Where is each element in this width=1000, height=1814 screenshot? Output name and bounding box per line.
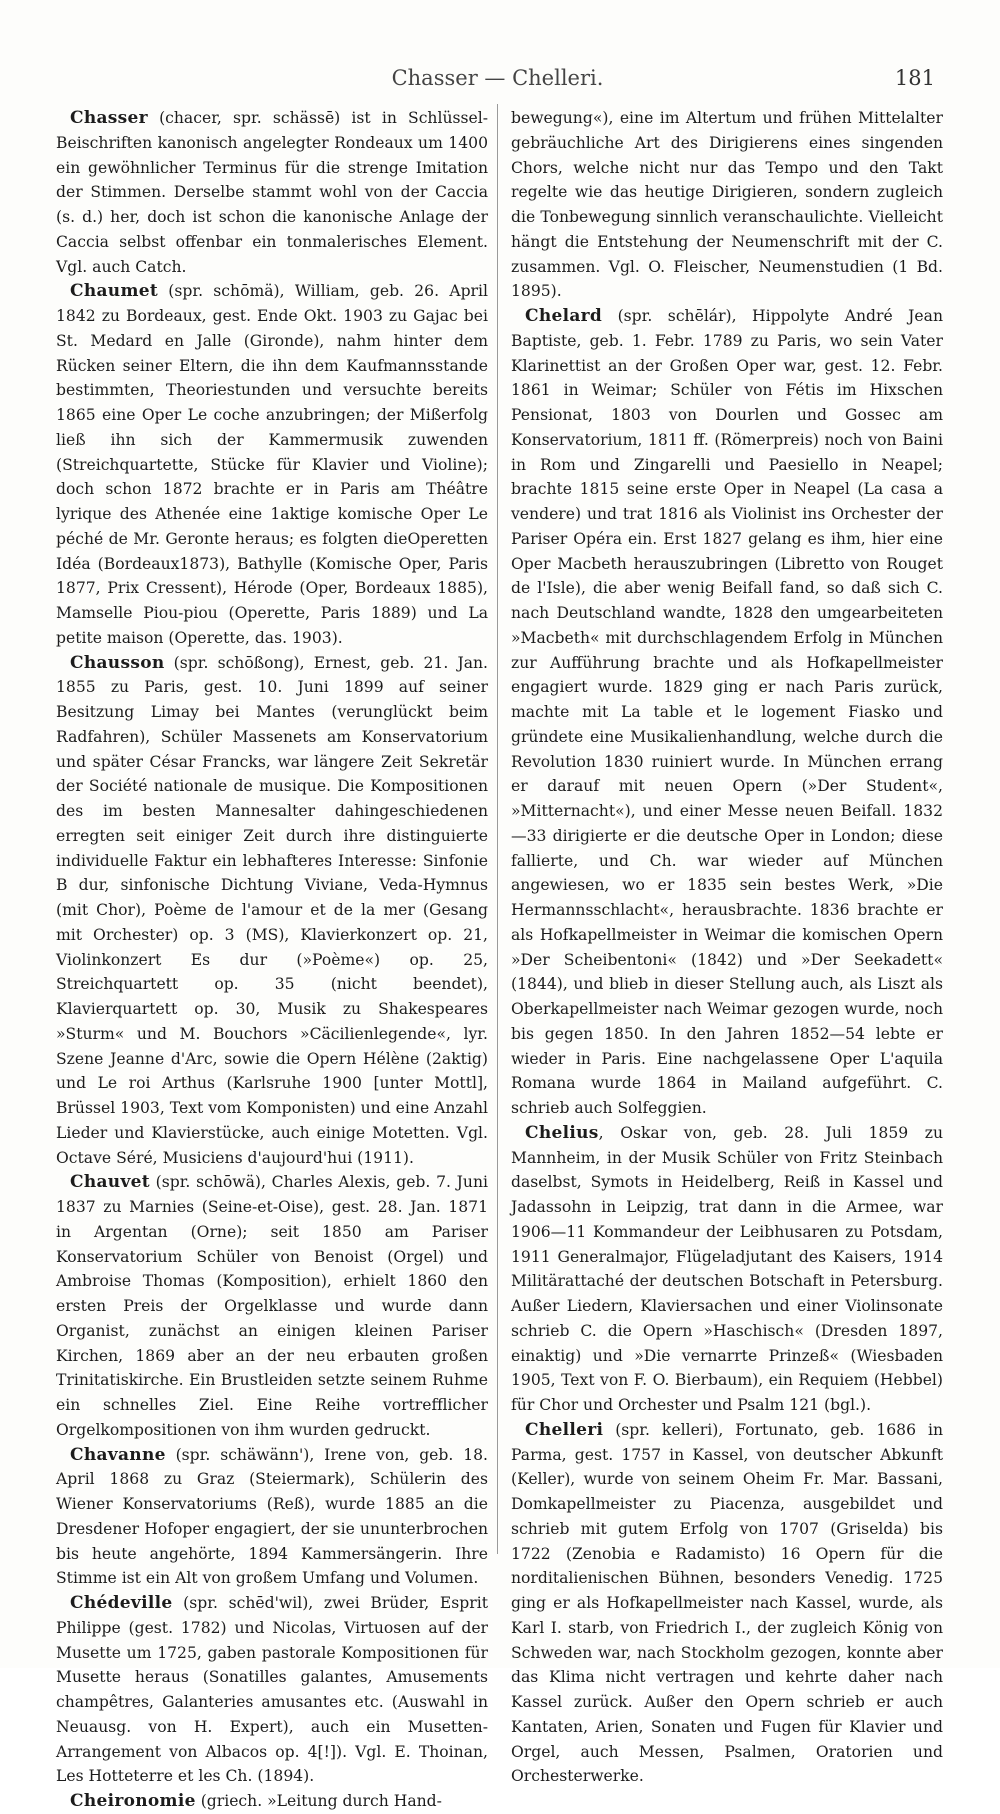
entry-lemma: Chasser xyxy=(70,108,148,128)
entry-chaumet xyxy=(56,279,488,650)
entry-text: (spr. schōßong), Ernest, geb. 21. Jan. 1855 zu Paris, gest. 10. Juni 1899 auf seiner Besitzung Limay bei Mantes (verunglückt beim Radfahren), Schüler Massenets am Konservatorium und später César Francks, war längere Zeit Sekretär der Société nationale de musique. Die Kompositionen des im besten Mannesalter dahingeschiedenen erregten seit einiger Zeit durch ihre distinguierte individuelle Faktur ein lebhafteres Interesse: Sinfonie B dur, sinfonische Dichtung Viviane, Veda-Hymnus (mit Chor), Poème de l'amour et de la mer (Gesang mit Orchester) op. 3 (MS), Klavierkonzert op. 21, Violinkonzert Es dur (»Poème«) op. 25, Streichquartett op. 35 (nicht beendet), Klavierquartett op. 30, Musik zu Shakespeares »Sturm« und M. Bouchors »Cäcilienlegende«, lyr. Szene Jeanne d'Arc, sowie die Opern Hélène (2aktig) und Le roi Arthus (Karlsruhe 1900 [unter Mottl], Brüssel 1903, Text vom Komponisten) und eine Anzahl Lieder und Klavierstücke, auch einige Motetten. Vgl. Octave Séré, Musiciens d'aujourd'hui (1911). xyxy=(56,653,488,1167)
entry-cheironomie xyxy=(56,1789,488,1814)
entry-lemma: Chavanne xyxy=(70,1444,166,1465)
entry-lemma: Chelleri xyxy=(525,1419,604,1440)
entry-lemma: Chauvet xyxy=(70,1172,150,1193)
entry-chausson xyxy=(56,651,488,1171)
entry-cheironomie-continued xyxy=(511,106,943,304)
entry-chelard xyxy=(511,304,943,1121)
entry-text: (spr. schēd'wil), zwei Brüder, Esprit Philippe (gest. 1782) und Nicolas, Virtuosen auf der Musette um 1725, gaben pastorale Kompositionen für Musette heraus (Sonatilles galantes, Amusements champêtres, Galanteries amusantes etc. (Auswahl in Neuausg. von H. Expert), auch ein Musetten-Arrangement von Albacos op. 4[!]). Vgl. E. Thoinan, Les Hotteterre et les Ch. (1894). xyxy=(56,1594,488,1786)
entry-chauvet xyxy=(56,1170,488,1442)
column-divider xyxy=(497,104,498,1554)
entry-chavanne xyxy=(56,1443,488,1592)
entry-lemma: Chaumet xyxy=(70,281,159,302)
entry-text: (spr. schäwänn'), Irene von, geb. 18. April 1868 zu Graz (Steiermark), Schülerin des Wiener Konservatoriums (Reß), wurde 1885 an die Dresdener Hofoper engagiert, der sie ununterbrochen bis heute angehörte, 1894 Kammersängerin. Ihre Stimme ist ein Alt von großem Umfang und Volumen. xyxy=(56,1445,488,1588)
entry-lemma: Cheironomie xyxy=(70,1791,196,1811)
page-header xyxy=(60,66,935,96)
entry-chelleri xyxy=(511,1418,943,1789)
entry-text: (spr. schōmä), William, geb. 26. April 1842 zu Bordeaux, gest. Ende Okt. 1903 zu Gajac bei St. Medard en Jalle (Gironde), nahm hinter dem Rücken seiner Eltern, die ihn dem Kaufmannsstande bestimmten, Theoriestunden und versuchte bereits 1865 eine Oper Le coche anzubringen; der Mißerfolg ließ ihn sich der Kammermusik zuwenden (Streichquartette, Stücke für Klavier und Violine); doch schon 1872 brachte er in Paris am Théâtre lyrique des Athenée eine 1aktige komische Oper Le péché de Mr. Geronte heraus; es folgten dieOperetten Idéa (Bordeaux1873), Bathylle (Komische Oper, Paris 1877, Prix Cressent), Hérode (Oper, Bordeaux 1885), Mamselle Piou-piou (Operette, Paris 1889) und La petite maison (Operette, das. 1903). xyxy=(56,282,488,647)
left-column xyxy=(56,106,488,1814)
entry-text: (chacer, spr. schässē) ist in Schlüssel-Beischriften kanonisch angelegter Rondeaux um 1400 ein gewöhnlicher Terminus für die strenge Imitation der Stimmen. Derselbe stammt wohl von der Caccia (s. d.) her, doch ist schon die kanonische Anlage der Caccia selbst offenbar ein tonmalerisches Element. Vgl. auch Catch. xyxy=(56,109,488,276)
entry-text: (spr. schēlár), Hippolyte André Jean Baptiste, geb. 1. Febr. 1789 zu Paris, wo sein Vater Klarinettist an der Großen Oper war, gest. 12. Febr. 1861 in Weimar; Schüler von Fétis im Hixschen Pensionat, 1803 von Dourlen und Gossec am Konservatorium, 1811 ff. (Römerpreis) noch von Baini in Rom und Zingarelli und Paesiello in Neapel; brachte 1815 seine erste Oper in Neapel (La casa a vendere) und trat 1816 als Violinist ins Orchester der Pariser Opéra ein. Erst 1827 gelang es ihm, hier eine Oper Macbeth herauszubringen (Libretto von Rouget de l'Isle), die aber wenig Beifall fand, so daß sich C. nach Deutschland wandte, 1828 den umgearbeiteten »Macbeth« mit durchschlagendem Erfolg in München zur Aufführung brachte und als Hofkapellmeister engagiert wurde. 1829 ging er nach Paris zurück, machte mit La table et le logement Fiasko und gründete eine Musikalienhandlung, welche durch die Revolution 1830 ruiniert wurde. In München errang er darauf mit neuen Opern (»Der Student«, »Mitternacht«), und einer Messe neuen Beifall. 1832—33 dirigierte er die deutsche Oper in London; diese fallierte, und Ch. war wieder auf München angewiesen, wo er 1835 sein bestes Werk, »Die Hermannsschlacht«, herausbrachte. 1836 brachte er als Hofkapellmeister in Weimar die komischen Opern »Der Scheibentoni« (1842) und »Der Seekadett« (1844), und blieb in dieser Stellung auch, als Liszt als Oberkapellmeister nach Weimar gezogen wurde, noch bis gegen 1850. In den Jahren 1852—54 lebte er wieder in Paris. Eine nachgelassene Oper L'aquila Romana wurde 1864 in Mailand aufgeführt. C. schrieb auch Solfeggien. xyxy=(511,307,943,1117)
running-title: Chasser — Chelleri. xyxy=(391,66,604,90)
entry-lemma: Chédeville xyxy=(70,1593,173,1613)
entry-lemma: Chausson xyxy=(70,652,165,673)
entry-chasser xyxy=(56,106,488,279)
entry-text: bewegung«), eine im Altertum und frühen Mittelalter gebräuchliche Art des Dirigierens eines singenden Chors, welche nicht nur das Tempo und den Takt regelte wie das heutige Dirigieren, sondern zugleich die Tonbewegung sinnlich veranschaulichte. Vielleicht hängt die Entstehung der Neumenschrift mit der C. zusammen. Vgl. O. Fleischer, Neumenstudien (1 Bd. 1895). xyxy=(511,109,943,301)
page-number: 181 xyxy=(894,66,935,90)
entry-text: (spr. schōwä), Charles Alexis, geb. 7. Juni 1837 zu Marnies (Seine-et-Oise), gest. 28. Jan. 1871 in Argentan (Orne); seit 1850 am Pariser Konservatorium Schüler von Benoist (Orgel) und Ambroise Thomas (Komposition), erhielt 1860 den ersten Preis der Orgelklasse und wurde dann Organist, zunächst an einigen kleinen Pariser Kirchen, 1869 aber an der neu erbauten großen Trinitatiskirche. Ein Brustleiden setzte seinem Ruhme ein schnelles Ziel. Eine Reihe vortrefflicher Orgelkompositionen von ihm wurden gedruckt. xyxy=(56,1173,488,1439)
entry-chelius xyxy=(511,1121,943,1418)
entry-text: (spr. kelleri), Fortunato, geb. 1686 in Parma, gest. 1757 in Kassel, von deutscher Abkunft (Keller), wurde von seinem Oheim Fr. Mar. Bassani, Domkapellmeister zu Piacenza, ausgebildet und schrieb mit gutem Erfolg von 1707 (Griselda) bis 1722 (Zenobia e Radamisto) 16 Opern für die norditalienischen Bühnen, besonders Venedig. 1725 ging er als Hofkapellmeister nach Kassel, wurde, als Karl I. starb, von Friedrich I., der zugleich König von Schweden war, nach Stockholm gezogen, konnte aber das Klima nicht vertragen und kehrte daher nach Kassel zurück. Außer den Opern schrieb er auch Kantaten, Arien, Sonaten und Fugen für Klavier und Orgel, auch Messen, Psalmen, Oratorien und Orchesterwerke. xyxy=(511,1420,943,1786)
entry-lemma: Chelius xyxy=(525,1122,599,1143)
entry-text: (griech. »Leitung durch Hand- xyxy=(195,1792,442,1810)
entry-lemma: Chelard xyxy=(525,306,603,326)
entry-text: , Oskar von, geb. 28. Juli 1859 zu Mannheim, in der Musik Schüler von Fritz Steinbach daselbst, Symots in Heidelberg, Reiß in Kassel und Jadassohn in Leipzig, trat dann in die Armee, war 1906—11 Kommandeur der Leibhusaren zu Potsdam, 1911 Generalmajor, Flügeladjutant des Kaisers, 1914 Militärattaché der deutschen Botschaft in Petersburg. Außer Liedern, Klaviersachen und einer Violinsonate schrieb C. die Opern »Haschisch« (Dresden 1897, einaktig) und »Die vernarrte Prinzeß« (Wiesbaden 1905, Text von F. O. Bierbaum), ein Requiem (Hebbel) für Chor und Orchester und Psalm 121 (bgl.). xyxy=(511,1123,943,1414)
right-column xyxy=(511,106,943,1789)
entry-chedeville xyxy=(56,1591,488,1789)
